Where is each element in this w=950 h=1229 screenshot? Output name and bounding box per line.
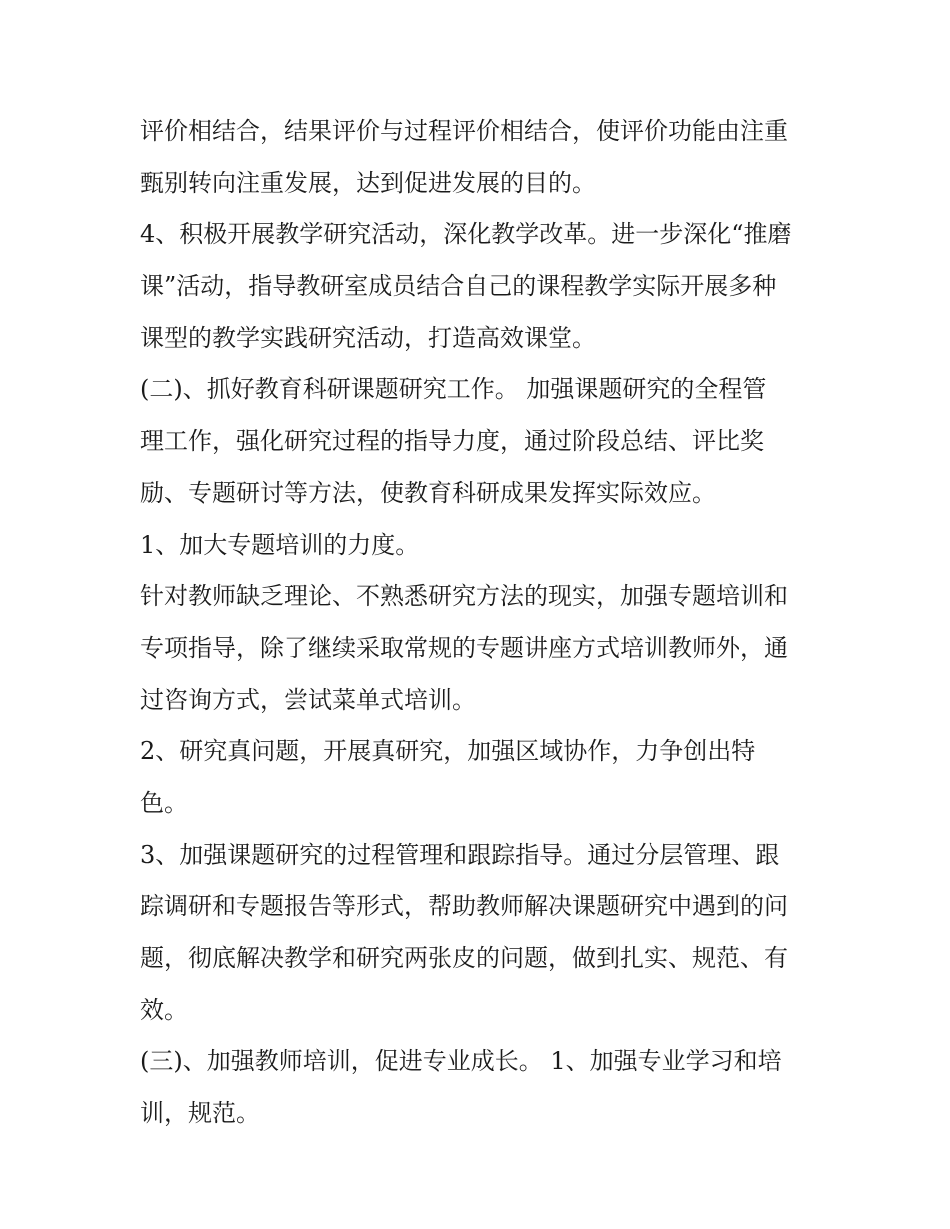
text-line: 3、加强课题研究的过程管理和跟踪指导。通过分层管理、跟 xyxy=(140,840,780,869)
text-line: 4、积极开展教学研究活动，深化教学改革。进一步深化“推磨 xyxy=(140,220,792,249)
text-line: 过咨询方式，尝试菜单式培训。 xyxy=(140,685,476,714)
text-line: 题，彻底解决教学和研究两张皮的问题，做到扎实、规范、有 xyxy=(140,944,788,972)
text-line: 理工作，强化研究过程的指导力度，通过阶段总结、评比奖 xyxy=(140,427,764,456)
text-line: 2、研究真问题，开展真研究，加强区域协作，力争创出特 xyxy=(140,737,756,766)
text-line: 课”活动，指导教研室成员结合自己的课程教学实际开展多种 xyxy=(140,272,777,301)
text-line: 效。 xyxy=(140,995,188,1024)
text-line: 色。 xyxy=(140,788,188,817)
text-line: 针对教师缺乏理论、不熟悉研究方法的现实，加强专题培训和 xyxy=(140,582,788,611)
document-body xyxy=(140,106,820,1140)
text-line: 专项指导，除了继续采取常规的专题讲座方式培训教师外，通 xyxy=(140,633,788,662)
text-line: 踪调研和专题报告等形式，帮助教师解决课题研究中遇到的问 xyxy=(140,892,788,921)
text-line: 甄别转向注重发展，达到促进发展的目的。 xyxy=(140,168,596,197)
text-line: 课型的教学实践研究活动，打造高效课堂。 xyxy=(140,323,596,352)
text-line: (二)、抓好教育科研课题研究工作。 加强课题研究的全程管 xyxy=(140,375,767,404)
text-line: 评价相结合，结果评价与过程评价相结合，使评价功能由注重 xyxy=(140,117,788,145)
text-line: 励、专题研讨等方法，使教育科研成果发挥实际效应。 xyxy=(140,478,716,507)
text-line: 训，规范。 xyxy=(140,1099,260,1128)
text-line: (三)、加强教师培训，促进专业成长。 1、加强专业学习和培 xyxy=(140,1047,782,1076)
text-line: 1、加大专题培训的力度。 xyxy=(140,530,420,559)
